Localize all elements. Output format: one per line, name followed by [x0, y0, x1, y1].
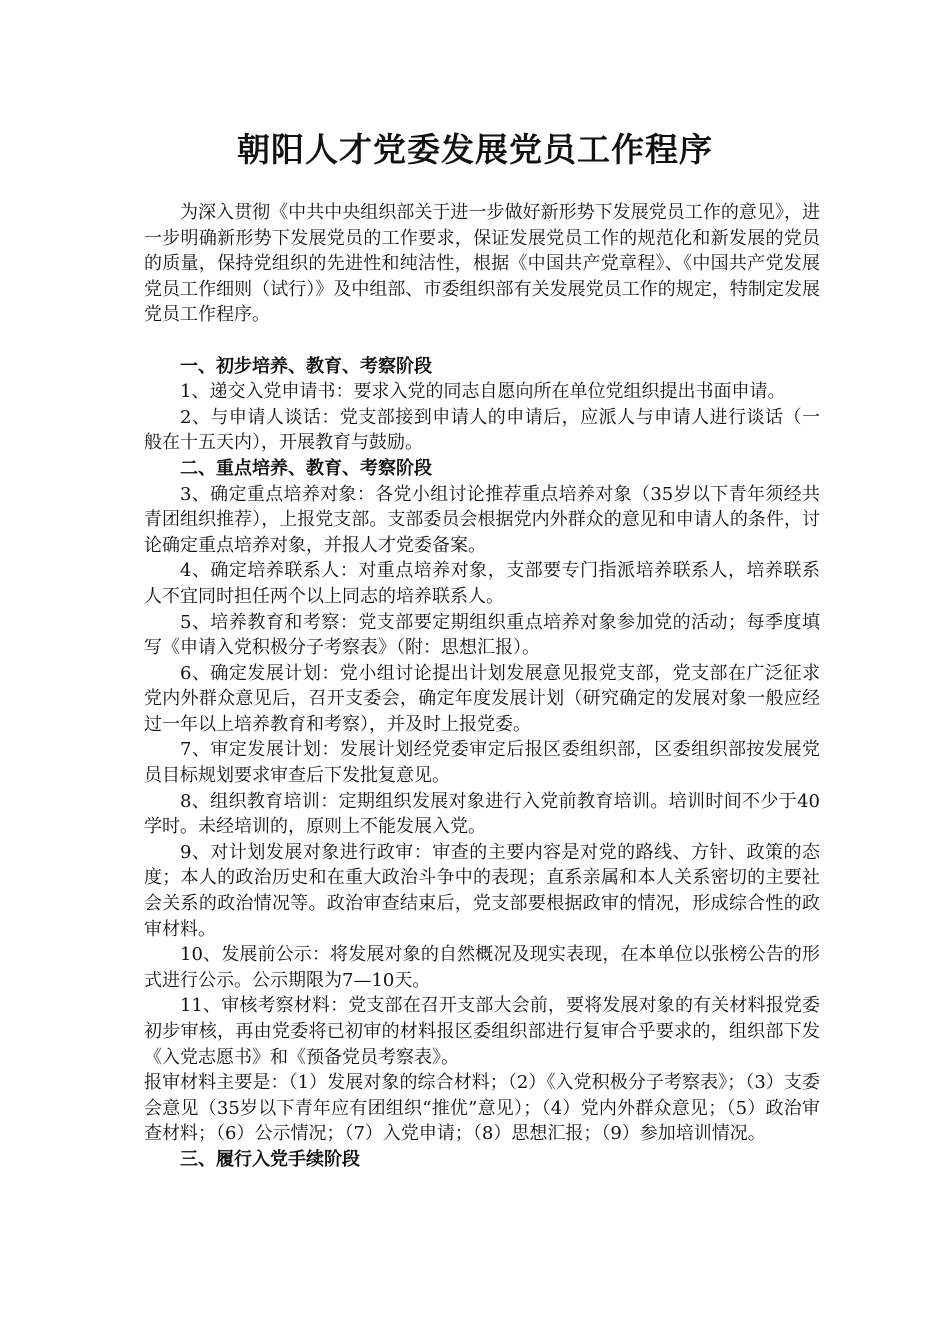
section-2-item-4: 4、确定培养联系人：对重点培养对象，支部要专门指派培养联系人，培养联系人不宜同时担任两个以上同志的培养联系人。 [144, 560, 820, 607]
section-2-item-7: 7、审定发展计划：发展计划经党委审定后报区委组织部，区委组织部按发展党员目标规划要求审查后下发批复意见。 [144, 739, 820, 787]
section-3-heading: 三、履行入党手续阶段 [180, 1148, 360, 1170]
section-2-item-3: 3、确定重点培养对象：各党小组讨论推荐重点培养对象（35岁以下青年须经共青团组织推荐），上报党支部。支部委员会根据党内外群众的意见和申请人的条件，讨论确定重点培养对象，并报人才党委备案。 [144, 483, 820, 556]
section-2-item-8: 8、组织教育培训：定期组织发展对象进行入党前教育培训。培训时间不少于40学时。未经培训的，原则上不能发展入党。 [144, 790, 820, 838]
section-1-heading: 一、初步培养、教育、考察阶段 [180, 355, 432, 377]
materials-list: 报审材料主要是：（1）发展对象的综合材料；（2）《入党积极分子考察表》；（3）支委会意见（35岁以下青年应有团组织“推优”意见）；（4）党内外群众意见；（5）政治审查材料；（6）公示情况；（7）入党申请；（8）思想汇报；（9）参加培训情况。 [144, 1072, 820, 1145]
section-1-item-1: 1、递交入党申请书：要求入党的同志自愿向所在单位党组织提出书面申请。 [180, 381, 786, 403]
section-2-item-10: 10、发展前公示：将发展对象的自然概况及现实表现，在本单位以张榜公告的形式进行公示。公示期限为7—10天。 [144, 944, 820, 991]
paragraph-gap [144, 328, 820, 354]
section-2-item-11: 11、审核考察材料：党支部在召开支部大会前，要将发展对象的有关材料报党委初步审核，再由党委将已初审的材料报区委组织部进行复审合乎要求的，组织部下发《入党志愿书》和《预备党员考察表》。 [144, 995, 820, 1068]
section-2-item-5: 5、培养教育和考察：党支部要定期组织重点培养对象参加党的活动；每季度填写《申请入党积极分子考察表》（附：思想汇报）。 [144, 611, 820, 659]
section-2-item-9: 9、对计划发展对象进行政审：审查的主要内容是对党的路线、方针、政策的态度；本人的政治历史和在重大政治斗争中的表现；直系亲属和本人关系密切的主要社会关系的政治情况等。政治审查结束后，党支部要根据政审的情况，形成综合性的政审材料。 [144, 841, 820, 940]
section-1-item-2: 2、与申请人谈话：党支部接到申请人的申请后，应派人与申请人进行谈话（一般在十五天内），开展教育与鼓励。 [144, 406, 820, 454]
section-2-heading: 二、重点培养、教育、考察阶段 [180, 457, 432, 479]
document-title: 朝阳人才党委发展党员工作程序 [237, 130, 713, 169]
document-body [144, 200, 820, 1173]
intro-paragraph: 为深入贯彻《中共中央组织部关于进一步做好新形势下发展党员工作的意见》，进一步明确新形势下发展党员的工作要求，保证发展党员工作的规范化和新发展的党员的质量，保持党组织的先进性和纯洁性，根据《中国共产党章程》、《中国共产党发展党员工作细则（试行）》及中组部、市委组织部有关发展党员工作的规定，特制定发展党员工作程序。 [144, 202, 820, 326]
section-2-item-6: 6、确定发展计划：党小组讨论提出计划发展意见报党支部，党支部在广泛征求党内外群众意见后，召开支委会，确定年度发展计划（研究确定的发展对象一般应经过一年以上培养教育和考察），并及时上报党委。 [144, 662, 820, 735]
